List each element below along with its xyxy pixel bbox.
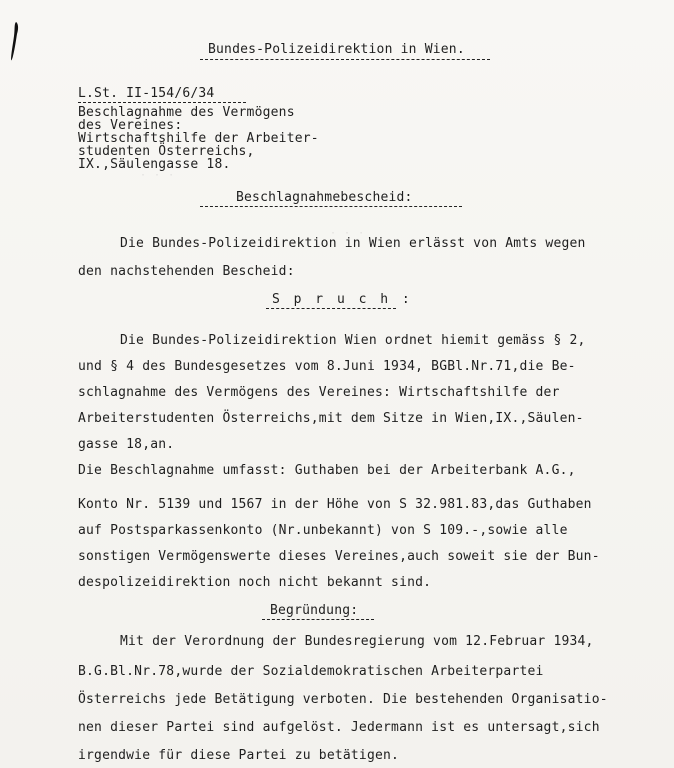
title-underline [200, 206, 462, 207]
begruendung-line: nen dieser Partei sind aufgelöst. Jedermann ist es untersagt,sich [78, 720, 600, 735]
spruch-underline [266, 308, 396, 309]
intro-line: den nachstehenden Bescheid: [78, 264, 295, 279]
spruch-line: Konto Nr. 5139 und 1567 in der Höhe von S 32.981.83,das Guthaben [78, 497, 592, 512]
ink-mark-icon [10, 20, 20, 62]
reference-underline [78, 102, 246, 103]
begruendung-underline [262, 619, 374, 620]
authority-heading: Bundes-Polizeidirektion in Wien. [208, 42, 465, 57]
authority-underline [200, 59, 490, 60]
subject-line: Beschlagnahme des Vermögens [78, 105, 295, 120]
subject-line: IX.,Säulengasse 18. [78, 157, 231, 172]
spruch-line: sonstigen Vermögenswerte dieses Vereines,auch soweit sie der Bun- [78, 549, 600, 564]
bleed-through-text: · · · [140, 170, 176, 181]
begruendung-heading: Begründung: [270, 603, 359, 618]
reference-number: L.St. II-154/6/34 [78, 86, 215, 101]
spruch-line: schlagnahme des Vermögens des Vereines: Wirtschaftshilfe der [78, 385, 560, 400]
spruch-line: und § 4 des Bundesgesetzes vom 8.Juni 1934, BGBl.Nr.71,die Be- [78, 359, 576, 374]
spruch-line: gasse 18,an. [78, 437, 175, 452]
document-title: Beschlagnahmebescheid: [236, 190, 413, 205]
subject-line: Wirtschaftshilfe der Arbeiter- [78, 131, 319, 146]
subject-line: studenten Österreichs, [78, 144, 255, 159]
bleed-through-text: · · · [330, 228, 366, 239]
spruch-line: despolizeidirektion noch nicht bekannt sind. [78, 575, 432, 590]
spruch-line: auf Postsparkassenkonto (Nr.unbekannt) von S 109.-,sowie alle [78, 523, 568, 538]
begruendung-line: irgendwie für diese Partei zu betätigen. [78, 748, 400, 763]
spruch-heading: S p r u c h : [272, 292, 413, 307]
spruch-line: Die Bundes-Polizeidirektion Wien ordnet hiemit gemäss § 2, [120, 333, 586, 348]
begruendung-line: Mit der Verordnung der Bundesregierung vom 12.Februar 1934, [120, 634, 594, 649]
spruch-line: Die Beschlagnahme umfasst: Guthaben bei der Arbeiterbank A.G., [78, 463, 576, 478]
begruendung-line: Österreichs jede Betätigung verboten. Die bestehenden Organisatio- [78, 692, 608, 707]
spruch-line: Arbeiterstudenten Österreichs,mit dem Sitze in Wien,IX.,Säulen- [78, 411, 584, 426]
subject-line: des Vereines: [78, 118, 183, 133]
intro-line: Die Bundes-Polizeidirektion in Wien erlässt von Amts wegen [120, 236, 586, 251]
begruendung-line: B.G.Bl.Nr.78,wurde der Sozialdemokratischen Arbeiterpartei [78, 664, 544, 679]
